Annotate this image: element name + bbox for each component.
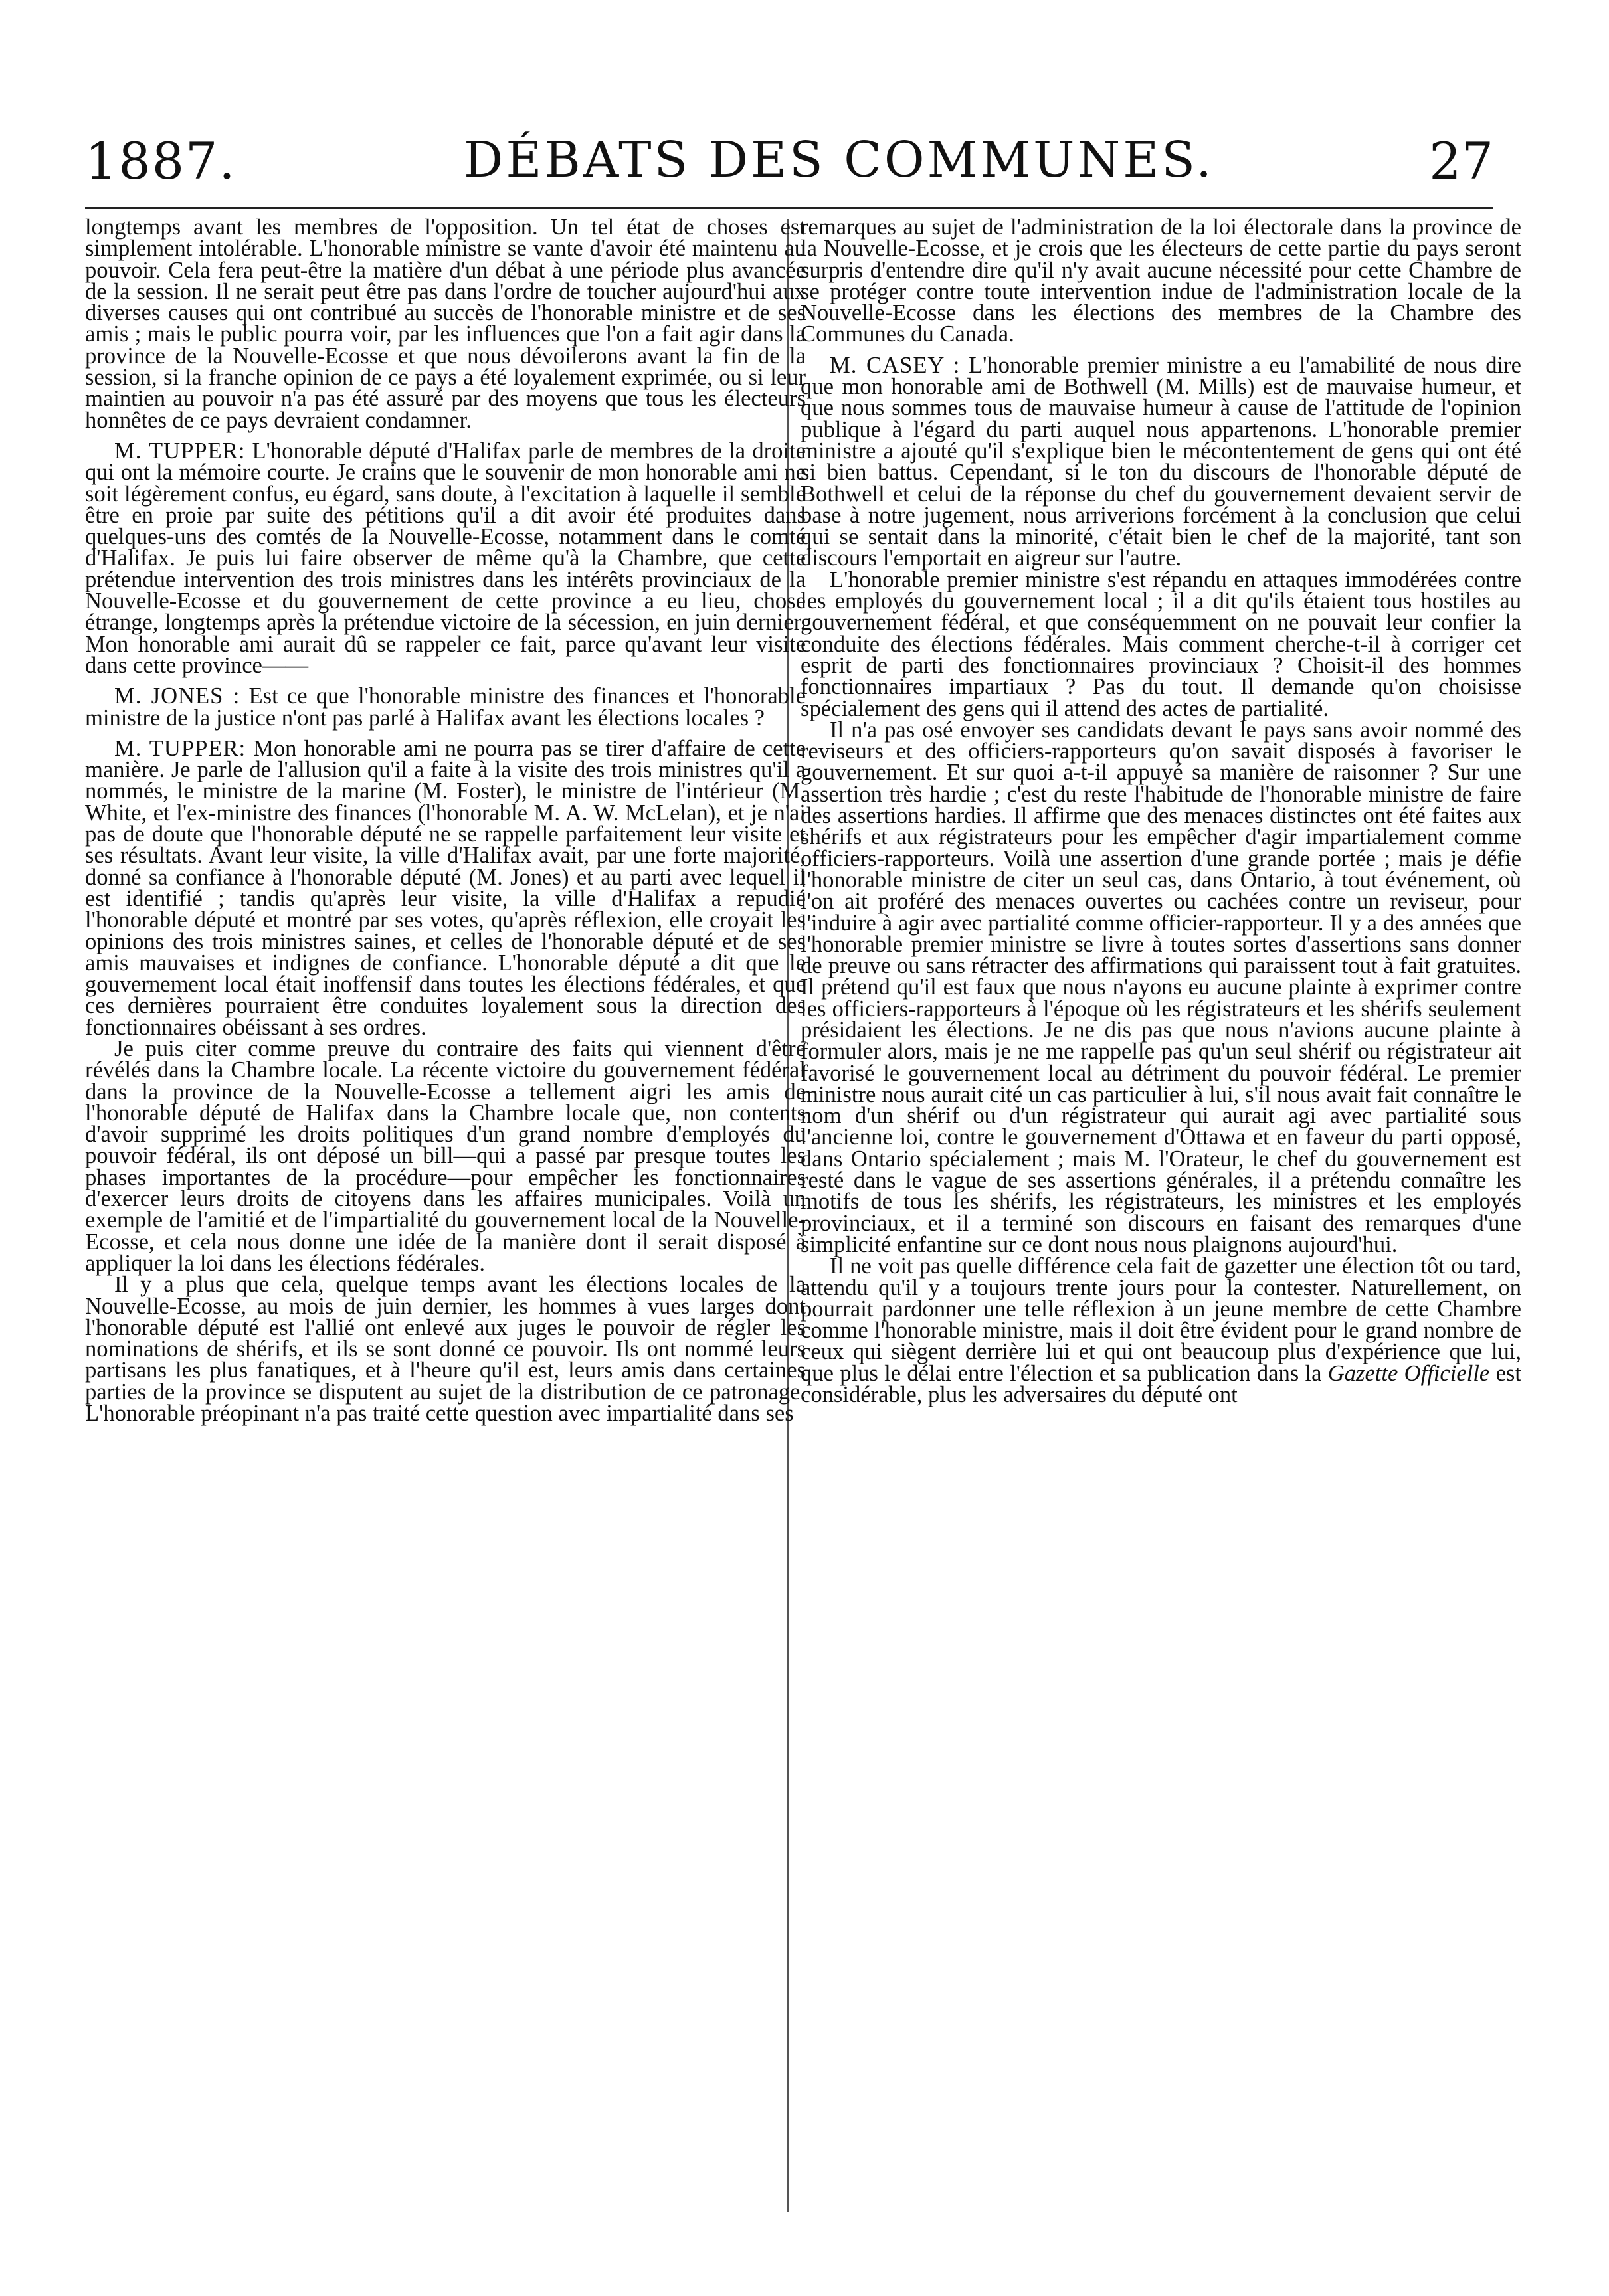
header-title: DÉBATS DES COMMUNES. [464, 132, 1214, 189]
left-column [85, 217, 806, 2242]
header-year: 1887. [85, 132, 237, 191]
speaker-name: M. JONES : [114, 683, 240, 709]
paragraph [85, 685, 806, 729]
paragraph: longtemps avant les membres de l'opposition. Un tel état de choses est simplement intolérable. L'honorable ministre se vante d'avoir été maintenu au pouvoir. Cela fera peut-être la matière d'un débat à une période plus avancée de la session. Il ne serait peut être pas dans l'ordre de toucher aujourd'hui aux diverses causes qui ont contribué au succès de l'honorable ministre et de ses amis ; mais le public pourra voir, par les influences que l'on a fait agir dans la province de la Nouvelle-Ecosse et que nous dévoilerons avant la fin de la session, si la franche opinion de ce pays a été loyalement exprimée, ou si leur maintien au pouvoir n'a pas été assuré par des moyens que tous les électeurs honnêtes de ce pays devraient condamner. [85, 217, 806, 433]
paragraph-text: Il ne voit pas quelle différence cela fait de gazetter une élection tôt ou tard, attendu qu'il y a toujours trente jours pour la contester. Naturellement, on pourrait pardonner une telle réflexion à un jeune membre de cette Chambre comme l'honorable ministre, mais il doit être évident pour le grand nombre de ceux qui siègent derrière lui et qui ont beaucoup plus d'expérience que lui, que plus le délai entre l'élection et sa publication dans la [801, 1253, 1521, 1386]
page-header [85, 113, 1493, 191]
paragraph [801, 1253, 1521, 1408]
speaker-name: M. CASEY : [830, 352, 961, 378]
paragraph: remarques au sujet de l'administration de la loi électorale dans la province de la Nouvelle-Ecosse, et je crois que les électeurs de cette partie du pays seront surpris d'entendre dire qu'il n'y avait aucune nécessité pour cette Chambre de se protéger contre toute intervention indue de l'administration locale de la Nouvelle-Ecosse dans les élections des membres de la Chambre des Communes du Canada. [801, 217, 1521, 347]
paragraph [801, 352, 1521, 571]
header-rule [85, 207, 1493, 209]
paragraph [85, 440, 806, 676]
paragraph [85, 735, 806, 1040]
paragraph: Il n'a pas osé envoyer ses candidats devant le pays sans avoir nommé des reviseurs et des officiers-rapporteurs qu'on savait disposés à favoriser le gouvernement. Et sur quoi a-t-il appuyé sa manière de raisonner ? Sur une assertion très hardie ; c'est du reste l'habitude de l'honorable ministre de faire des assertions hardies. Il affirme que des menaces distinctes ont été faites aux shérifs et aux régistrateurs pour les empêcher d'agir impartialement comme officiers-rapporteurs. Voilà une assertion d'une grande portée ; mais je défie l'honorable ministre de citer un seul cas, dans Ontario, à tout événement, où l'on ait proféré des menaces ouvertes ou cachées contre un reviseur, pour l'induire à agir avec partialité comme officier-rapporteur. Il y a des années que l'honorable premier ministre se livre à toutes sortes d'assertions sans donner de preuve ou sans rétracter des affirmations qui paraissent tout à fait gratuites. Il prétend qu'il est faux que nous n'ayons eu aucune plainte à exprimer contre les officiers-rapporteurs à l'époque où les régistrateurs et les shérifs seulement présidaient les élections. Je ne dis pas que nous n'avions aucune plainte à formuler alors, mais je ne me rappelle pas qu'un seul shérif ou régistrateur ait favorisé le gouvernement local au détriment du pouvoir fédéral. Le premier ministre nous aurait cité un cas particulier à lui, s'il nous avait fait connaître le nom d'un shérif ou d'un régistrateur qui aurait agi avec partialité sous l'ancienne loi, contre le gouvernement d'Ottawa et en faveur du parti opposé, dans Ontario spécialement ; mais M. l'Orateur, le chef du gouvernement est resté dans le vague de ses assertions générales, il a prétendu connaître les motifs de tous les shérifs, les régistrateurs, les ministres et les employés provinciaux, et il a terminé son discours en faisant des remarques d'une simplicité enfantine sur ce dont nous nous plaignons aujourd'hui. [801, 717, 1521, 1257]
paragraph: Je puis citer comme preuve du contraire des faits qui viennent d'être révélés dans la Chambre locale. La récente victoire du gouvernement fédéral dans la province de la Nouvelle-Ecosse a tellement aigri les amis de l'honorable député de Halifax dans la Chambre locale que, non contents d'avoir supprimé les droits politiques d'un grand nombre d'employés du pouvoir fédéral, ils ont déposé un bill—qui a passé par presque toutes les phases importantes de la procédure—pour empêcher les fonctionnaires d'exercer leurs droits de citoyens dans les affaires municipales. Voilà un exemple de l'amitié et de l'impartialité du gouvernement local de la Nouvelle-Ecosse, et cela nous donne une idée de la manière dont il serait disposé à appliquer la loi dans les élections fédérales. [85, 1035, 806, 1276]
paragraph-text: est considérable, plus les adversaires du député ont [801, 1360, 1521, 1408]
speech-text: L'honorable premier ministre a eu l'amabilité de nous dire que mon honorable ami de Bothwell (M. Mills) est de mauvaise humeur, et que nous sommes tous de mauvaise humeur à cause de l'attitude de l'opinion publique à l'égard du parti auquel nous appartenons. L'honorable premier ministre a ajouté qu'il s'explique bien le mécontentement de gens qui ont été si bien battus. Cependant, si le ton du discours de l'honorable député de Bothwell et celui de la réponse du chef du gouvernement devaient servir de base à notre jugement, nous arriverions forcément à la conclusion que celui qui se sentait dans la minorité, c'était bien le chef de la majorité, tant son discours l'emportait en aigreur sur l'autre. [801, 352, 1521, 571]
right-column [801, 217, 1521, 2242]
speech-text: Est ce que l'honorable ministre des finances et l'honorable ministre de la justice n'ont pas parlé à Halifax avant les élections locales ? [85, 683, 806, 731]
paragraph: L'honorable premier ministre s'est répandu en attaques immodérées contre les employés du gouvernement local ; il a dit qu'ils étaient tous hostiles au gouvernement fédéral, et que conséquemment on ne pouvait leur confier la conduite des élections fédérales. Mais comment cherche-t-il à corriger cet esprit de parti des fonctionnaires provinciaux ? Choisit-il des hommes fonctionnaires impartiaux ? Pas du tout. Il demande qu'on choisisse spécialement des gens qui il attend des actes de partialité. [801, 567, 1521, 721]
speaker-name: M. TUPPER: [114, 438, 246, 464]
gazette-title: Gazette Officielle [1327, 1360, 1490, 1386]
speech-text: L'honorable député d'Halifax parle de membres de la droite qui ont la mémoire courte. Je crains que le souvenir de mon honorable ami ne soit légèrement confus, eu égard, sans doute, à l'excitation à laquelle il semble être en proie par suite des pétitions qu'il a dit avoir été produites dans quelques-uns des comtés de la Nouvelle-Ecosse, notamment dans le comté d'Halifax. Je puis lui faire observer de même qu'à la Chambre, que cette prétendue intervention des trois ministres dans les intérêts provinciaux de la Nouvelle-Ecosse et du gouvernement de cette province a eu lieu, chose étrange, longtemps après la prétendue victoire de la sécession, en juin dernier. Mon honorable ami aurait dû se rappeler ce fait, parce qu'avant leur visite dans cette province—— [85, 438, 806, 678]
page-number: 27 [1429, 132, 1493, 191]
paragraph: Il y a plus que cela, quelque temps avant les élections locales de la Nouvelle-Ecosse, au mois de juin dernier, les hommes à vues larges dont l'honorable député est l'allié ont enlevé aux juges le pouvoir de régler les nominations de shérifs, et ils se sont donné ce pouvoir. Ils ont nommé leurs partisans les plus fanatiques, et à l'heure qu'il est, leurs amis dans certaines parties de la province se disputent au sujet de la distribution de ce patronage. L'honorable préopinant n'a pas traité cette question avec impartialité dans ses [85, 1272, 806, 1427]
speech-text: Mon honorable ami ne pourra pas se tirer d'affaire de cette manière. Je parle de l'allusion qu'il a faite à la visite des trois ministres qu'il a nommés, le ministre de la marine (M. Foster), le ministre de l'intérieur (M. White, et l'ex-ministre des finances (l'honorable M. A. W. McLelan), et je n'ai pas de doute que l'honorable député ne se rappelle parfaitement leur visite et ses résultats. Avant leur visite, la ville d'Halifax avait, par une forte majorité, donné sa confiance à l'honorable député (M. Jones) et au parti avec lequel il est identifié ; tandis qu'après leur visite, la ville d'Halifax a repudié l'honorable député et montré par ses votes, qu'après réflexion, elle croyait les opinions des trois ministres saines, et celles de l'honorable député et de ses amis mauvaises et indignes de confiance. L'honorable député a dit que le gouvernement local était inoffensif dans toutes les élections fédérales, et que ces dernières pourraient être conduites loyalement sous la direction des fonctionnaires obéissant à ses ordres. [85, 735, 806, 1040]
speaker-name: M. TUPPER: [114, 735, 246, 761]
